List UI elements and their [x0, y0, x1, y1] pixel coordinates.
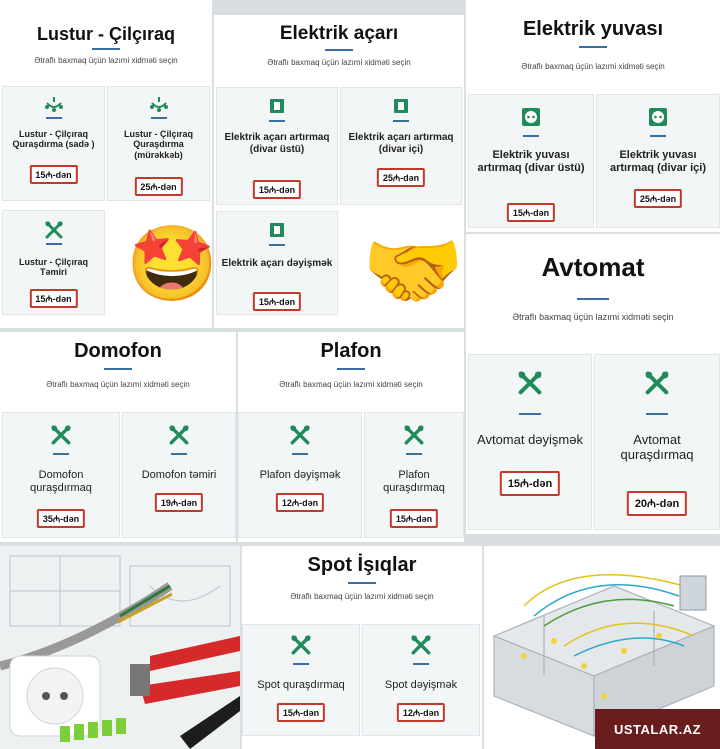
icon-underline: [151, 117, 167, 119]
tools-icon: [51, 425, 71, 448]
icon-underline: [406, 453, 422, 455]
switch-icon: [393, 98, 409, 117]
icon-underline: [171, 453, 187, 455]
tools-icon: [404, 425, 424, 448]
section-subtitle: Ətraflı baxmaq üçün lazımi xidməti seçin: [46, 380, 190, 389]
price-badge: 15₼-dən: [253, 292, 301, 311]
section-title: Avtomat: [541, 252, 645, 282]
icon-underline: [650, 135, 666, 137]
price-badge: 15₼-dən: [390, 509, 438, 528]
section-subtitle: Ətraflı baxmaq üçün lazımi xidməti seçin: [290, 592, 434, 601]
socket-icon: [521, 107, 541, 130]
service-label: Spot dəyişmək: [384, 679, 458, 691]
spot-isiqlar-section: [242, 546, 482, 749]
switch-icon: [269, 222, 285, 241]
section-title: Domofon: [74, 340, 162, 362]
title-underline: [348, 582, 376, 584]
service-label: Domofon quraşdırmaq: [30, 469, 92, 494]
price-badge: 12₼-dən: [397, 703, 445, 722]
icon-underline: [413, 663, 429, 665]
domofon-section: [0, 332, 236, 542]
price-badge: 25₼-dən: [377, 168, 425, 187]
tools-icon: [45, 221, 63, 242]
service-card-yuva-ici[interactable]: [596, 94, 720, 228]
service-label: Avtomat dəyişmək: [477, 432, 583, 447]
title-underline: [104, 368, 132, 370]
chandelier-icon: [150, 97, 168, 116]
service-card-lustur-sade[interactable]: [2, 86, 105, 201]
icon-underline: [292, 453, 308, 455]
title-underline: [92, 48, 120, 50]
title-underline: [579, 46, 607, 48]
section-title: Plafon: [320, 340, 382, 362]
price-badge: 15₼-dən: [29, 165, 77, 184]
price-badge: 25₼-dən: [134, 177, 182, 196]
title-underline: [337, 368, 365, 370]
section-subtitle: Ətraflı baxmaq üçün lazımi xidməti seçin: [34, 56, 178, 65]
icon-underline: [269, 120, 285, 122]
service-label: Lustur - Çilçıraq Təmiri: [18, 257, 88, 278]
service-card-spot-qur[interactable]: [242, 624, 360, 736]
service-card-plafon-qur[interactable]: [364, 412, 464, 538]
service-label: Domofon təmiri: [141, 469, 217, 481]
service-card-acar-ustu[interactable]: [216, 87, 338, 205]
service-label: Plafon dəyişmək: [259, 469, 341, 481]
price-badge: 35₼-dən: [37, 509, 85, 528]
icon-underline: [269, 244, 285, 246]
service-card-avtomat-deyis[interactable]: [468, 354, 592, 530]
tools-icon: [169, 425, 189, 448]
service-label: Elektrik açarı dəyişmək: [221, 258, 333, 269]
switch-icon: [269, 98, 285, 117]
icon-underline: [53, 453, 69, 455]
service-label: Spot quraşdırmaq: [257, 679, 345, 691]
price-badge: 15₼-dən: [29, 289, 77, 308]
section-subtitle: Ətraflı baxmaq üçün lazımi xidməti seçin: [521, 62, 665, 71]
section-title: Lustur - Çilçıraq: [36, 24, 175, 44]
tools-icon: [291, 635, 311, 658]
service-label: Elektrik açarı artırmaq (divar üstü): [224, 132, 330, 155]
title-underline: [325, 49, 353, 51]
section-subtitle: Ətraflı baxmaq üçün lazımi xidməti seçin: [279, 380, 423, 389]
price-badge: 15₼-dən: [500, 471, 560, 496]
section-title: Spot İşıqlar: [307, 554, 417, 576]
price-badge: 12₼-dən: [276, 493, 324, 512]
price-badge: 25₼-dən: [634, 189, 682, 208]
electrician-tools-photo: [0, 546, 240, 749]
service-label: Lustur - Çilçıraq Quraşdırma (sadə ): [12, 129, 95, 150]
price-badge: 15₼-dən: [253, 180, 301, 199]
service-card-domofon-qur[interactable]: [2, 412, 120, 538]
service-card-domofon-temir[interactable]: [122, 412, 236, 538]
title-underline: [577, 298, 609, 300]
plafon-section: [238, 332, 464, 542]
tools-icon: [518, 371, 542, 398]
price-badge: 15₼-dən: [507, 203, 555, 222]
service-card-acar-deyis[interactable]: [216, 211, 338, 315]
tools-icon: [411, 635, 431, 658]
tools-icon: [645, 371, 669, 398]
service-card-avtomat-qur[interactable]: [594, 354, 720, 530]
elektrik-yuvasi-section: [466, 0, 720, 232]
price-badge: 20₼-dən: [627, 491, 687, 516]
star-eyes-emoji: 🤩: [126, 222, 219, 305]
price-badge: 19₼-dən: [155, 493, 203, 512]
service-label: Avtomat quraşdırmaq: [620, 432, 694, 462]
service-card-acar-ici[interactable]: [340, 87, 462, 205]
icon-underline: [393, 120, 409, 122]
icon-underline: [46, 243, 62, 245]
price-badge: 15₼-dən: [277, 703, 325, 722]
tools-icon: [290, 425, 310, 448]
service-card-plafon-deyis[interactable]: [238, 412, 362, 538]
service-card-spot-deyis[interactable]: [362, 624, 480, 736]
icon-underline: [523, 135, 539, 137]
service-label: Elektrik yuvası artırmaq (divar üstü): [477, 149, 585, 174]
ustalar-watermark-logo: USTALAR.AZ: [595, 709, 720, 749]
icon-underline: [46, 117, 62, 119]
icon-underline: [293, 663, 309, 665]
service-label: Lustur - Çilçıraq Quraşdırma (mürəkkəb): [123, 129, 193, 160]
section-subtitle: Ətraflı baxmaq üçün lazımi xidməti seçin: [512, 312, 674, 322]
service-card-yuva-ustu[interactable]: [468, 94, 594, 228]
handshake-emoji: 🤝: [362, 226, 465, 317]
service-label: Elektrik yuvası artırmaq (divar içi): [610, 149, 706, 174]
section-title: Elektrik yuvası: [522, 18, 664, 40]
service-label: Elektrik açarı artırmaq (divar içi): [348, 132, 454, 155]
socket-icon: [648, 107, 668, 130]
avtomat-section: [466, 234, 720, 534]
service-label: Plafon quraşdırmaq: [383, 469, 445, 494]
chandelier-icon: [45, 97, 63, 116]
section-title: Elektrik açarı: [279, 23, 399, 44]
service-card-lustur-temir[interactable]: [2, 210, 105, 315]
icon-underline: [646, 413, 668, 415]
service-card-lustur-murekkeb[interactable]: [107, 86, 210, 201]
section-subtitle: Ətraflı baxmaq üçün lazımi xidməti seçin: [267, 58, 411, 67]
icon-underline: [519, 413, 541, 415]
